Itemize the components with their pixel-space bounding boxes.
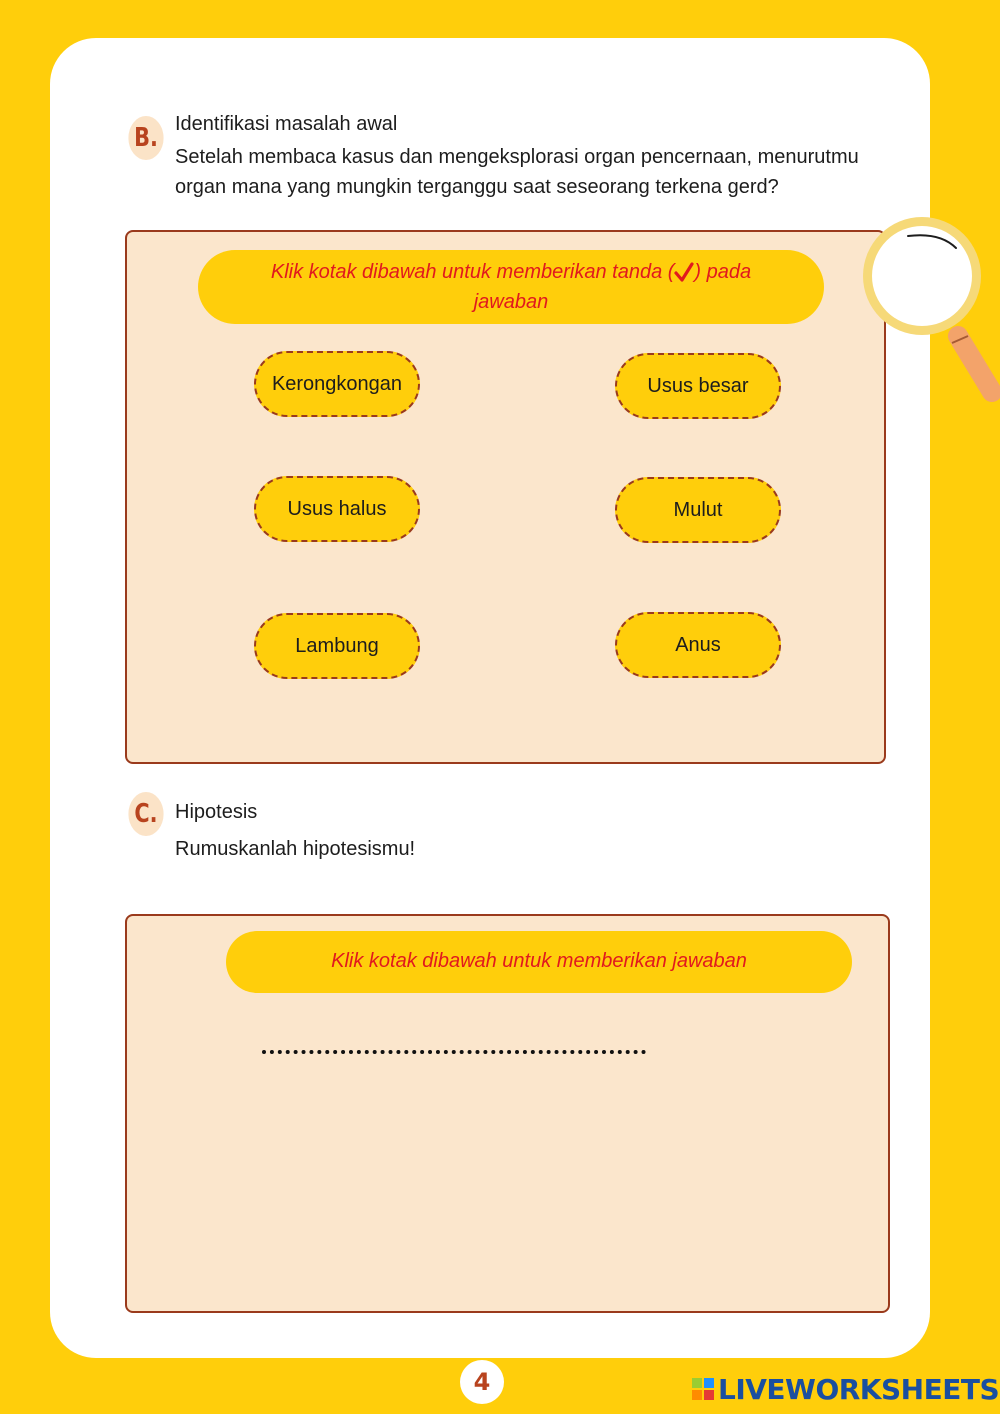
section-b-question-line2: organ mana yang mungkin terganggu saat seseorang terkena gerd? — [175, 176, 779, 198]
magnifier-icon — [850, 208, 1000, 408]
section-b-badge: B. — [128, 116, 163, 160]
hypothesis-answer-field[interactable] — [262, 1050, 646, 1054]
option-lambung[interactable]: Lambung — [254, 613, 420, 679]
brand-logo-icon — [692, 1378, 714, 1400]
option-mulut[interactable]: Mulut — [615, 477, 781, 543]
option-usus-halus[interactable]: Usus halus — [254, 476, 420, 542]
section-b-instruction-banner — [198, 250, 824, 324]
option-anus[interactable]: Anus — [615, 612, 781, 678]
page-number: 4 — [460, 1360, 504, 1404]
section-c-prompt: Rumuskanlah hipotesismu! — [175, 838, 416, 860]
instruction-line2: jawaban — [473, 291, 549, 313]
checkmark-icon — [674, 261, 694, 283]
option-kerongkongan[interactable]: Kerongkongan — [254, 351, 420, 417]
section-b-question-line1: Setelah membaca kasus dan mengeksplorasi organ pencernaan, menurutmu — [175, 146, 859, 168]
liveworksheets-logo[interactable] — [692, 1372, 999, 1406]
option-usus-besar[interactable]: Usus besar — [615, 353, 781, 419]
instruction-line1: Klik kotak dibawah untuk memberikan tanda ( ) pada — [270, 261, 752, 283]
section-c-instruction-banner: Klik kotak dibawah untuk memberikan jawaban — [226, 931, 852, 993]
section-b-title: Identifikasi masalah awal — [175, 113, 398, 135]
section-c-badge: C. — [128, 792, 163, 836]
brand-text: LIVEWORKSHEETS — [718, 1372, 1000, 1406]
section-c-title: Hipotesis — [175, 801, 258, 823]
